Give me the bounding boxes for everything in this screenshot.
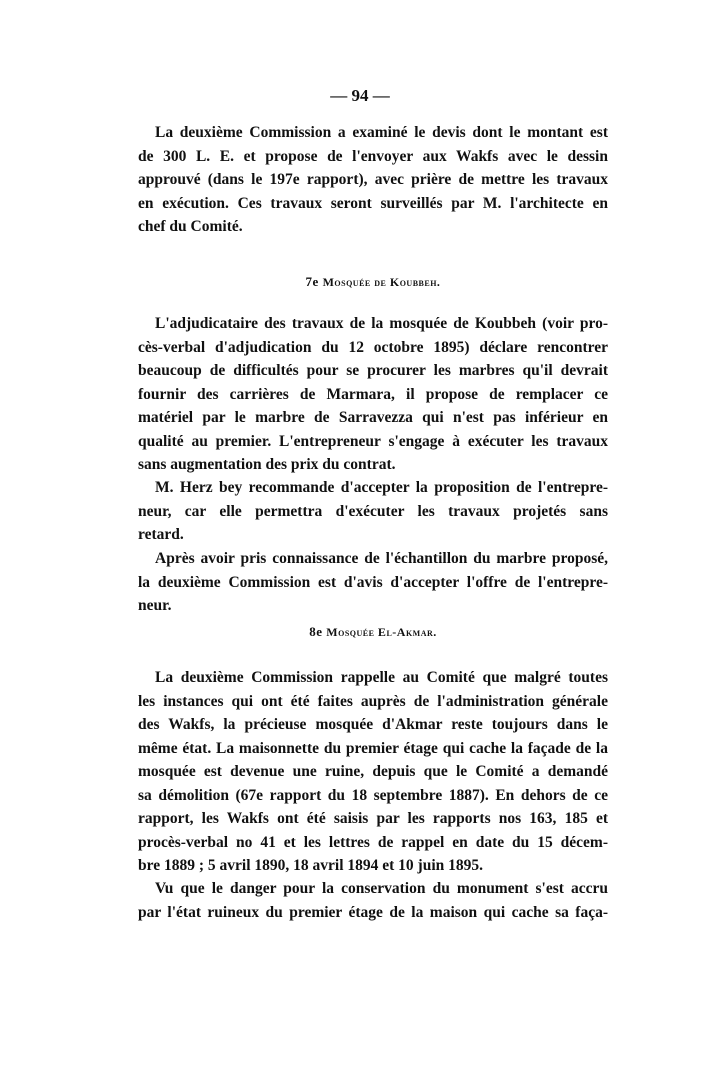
section-heading-8 <box>0 624 720 640</box>
text-line: procès-verbal no 41 et les lettres de rappel en date du 15 décem- <box>138 833 608 851</box>
paragraph-2 <box>138 312 608 477</box>
paragraph-3 <box>138 476 608 547</box>
text-line: neur. <box>138 597 172 614</box>
text-line: même état. La maisonnette du premier étage qui cache la façade de la <box>138 739 608 757</box>
text-line: en exécution. Ces travaux seront surveillés par M. l'architecte en <box>138 194 608 212</box>
heading-title: Mosquée El-Akmar. <box>326 625 437 639</box>
section-heading-7 <box>0 274 720 290</box>
paragraph-1 <box>138 121 608 239</box>
text-line: matériel par le marbre de Sarravezza qui n'est pas inférieur en <box>138 409 608 426</box>
text-line: sans augmentation des prix du contrat. <box>138 456 396 473</box>
text-line: retard. <box>138 526 184 543</box>
heading-number: 7e <box>305 274 319 289</box>
paragraph-4 <box>138 547 608 618</box>
text-line: fournir des carrières de Marmara, il propose de remplacer ce <box>138 385 608 403</box>
paragraph-6 <box>138 877 608 924</box>
text-line: La deuxième Commission rappelle au Comité que malgré toutes <box>155 669 608 686</box>
text-line: des Wakfs, la précieuse mosquée d'Akmar reste toujours dans le <box>138 716 608 733</box>
text-line: chef du Comité. <box>138 218 243 235</box>
paragraph-5 <box>138 666 608 878</box>
text-line: rapport, les Wakfs ont été saisis par les rapports nos 163, 185 et <box>138 810 608 827</box>
text-line: cès-verbal d'adjudication du 12 octobre 1895) déclare rencontrer <box>138 338 608 356</box>
text-line: sa démolition (67e rapport du 18 septembre 1887). En dehors de ce <box>138 786 608 804</box>
text-line: la deuxième Commission est d'avis d'accepter l'offre de l'entrepre- <box>138 573 608 591</box>
text-line: neur, car elle permettra d'exécuter les travaux projetés sans <box>138 502 608 520</box>
text-line: par l'état ruineux du premier étage de la maison qui cache sa façа- <box>138 903 608 921</box>
text-line: qualité au premier. L'entrepreneur s'engage à exécuter les travaux <box>138 432 608 450</box>
text-line: les instances qui ont été faites auprès de l'administration générale <box>138 692 608 710</box>
heading-number: 8e <box>309 624 323 639</box>
text-line: bre 1889 ; 5 avril 1890, 18 avril 1894 et 10 juin 1895. <box>138 857 483 874</box>
page-number: — 94 — <box>330 86 390 105</box>
text-line: M. Herz bey recommande d'accepter la proposition de l'entrepre- <box>155 479 608 496</box>
text-line: beaucoup de difficultés pour se procurer les marbres qu'il devrait <box>138 362 608 379</box>
text-line: Après avoir pris connaissance de l'échantillon du marbre proposé, <box>155 550 608 567</box>
text-line: de 300 L. E. et propose de l'envoyer aux Wakfs avec le dessin <box>138 147 608 165</box>
text-line: Vu que le danger pour la conservation du monument s'est accru <box>155 880 608 897</box>
text-line: mosquée est devenue une ruine, depuis que le Comité a demandé <box>138 763 608 780</box>
text-line: La deuxième Commission a examiné le devis dont le montant est <box>155 124 608 141</box>
heading-title: Mosquée de Koubbeh. <box>322 275 441 289</box>
text-line: approuvé (dans le 197e rapport), avec prière de mettre les travaux <box>138 171 608 188</box>
text-line: L'adjudicataire des travaux de la mosquée de Koubbeh (voir pro- <box>155 315 608 332</box>
